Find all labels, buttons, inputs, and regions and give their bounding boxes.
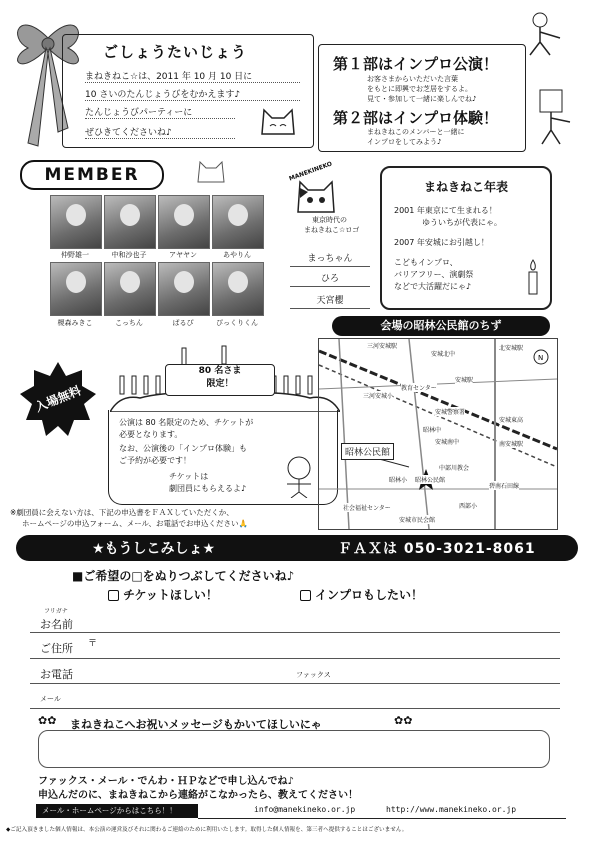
free-entry-text: 入場無料	[33, 383, 84, 415]
map-label: 南安城駅	[499, 441, 524, 448]
member-name: アヤヤン	[169, 251, 197, 259]
cake-illustration	[110, 340, 340, 412]
member-name: ぱるぴ	[172, 319, 194, 327]
member-title	[20, 160, 164, 190]
map-label: 昭林公民館	[415, 477, 446, 484]
member-photo	[212, 195, 264, 249]
part2-text: まねきねこのメンバーと一緒に	[367, 128, 465, 136]
footer-url-link[interactable]: http://www.manekineko.or.jp	[386, 805, 517, 814]
map-label: 北安城駅	[499, 345, 524, 352]
map-venue-label: 昭林公民館	[341, 443, 394, 460]
furigana-label: フリガナ	[44, 608, 68, 615]
cake-label	[165, 364, 275, 396]
map-label: 中部川教会	[439, 465, 470, 472]
improv-checkbox[interactable]	[300, 590, 311, 601]
closing-line: ファックス・メール・でんわ・ＨＰなどで申し込んでね♪	[38, 776, 294, 787]
history-line: 2007 年安城にお引越し！	[394, 238, 489, 247]
flower-icon: ✿✿	[394, 714, 413, 727]
address-label: ご住所	[40, 642, 73, 655]
map-label: 安城警察署	[435, 409, 466, 416]
history-title: まねきねこ年表	[423, 180, 508, 194]
footer-label: メール・ホームページからはこちら！！	[42, 806, 177, 815]
form-instruction: ■ご希望の□をぬりつぶしてくださいね♪	[72, 569, 295, 583]
member-photo	[158, 195, 210, 249]
phone-field[interactable]	[30, 683, 560, 684]
improv-option[interactable]	[300, 586, 423, 603]
member-photo	[212, 262, 264, 316]
extra-member-name: まっちゃん	[290, 251, 370, 267]
ticket-option-label: チケットほしい！	[123, 588, 218, 602]
notice-line: チケットは	[169, 472, 209, 481]
map-box	[318, 338, 558, 530]
map-label: 安城東高	[499, 417, 524, 424]
privacy-note: ◆ご記入頂きました個人情報は、本公演の運営及びそれに関わるご連絡のために利用いたします。取得した個人情報を、第三者へ提供することはございません。	[6, 827, 408, 833]
flower-icon: ✿✿	[38, 714, 57, 727]
invitation-line: 10 さいのたんじょうびをむかえます♪	[85, 87, 300, 101]
footnote-line: ※劇団員に会えない方は、下記の申込書をＦＡＸしていただくか、	[10, 508, 234, 517]
candle-icon	[526, 258, 540, 300]
address-field[interactable]	[30, 658, 560, 659]
svg-text:N: N	[538, 354, 544, 362]
footnote-line: ホームページの申込フォーム、メール、お電話でお申込ください🙏	[22, 519, 248, 528]
part1-text: 見て・参加して一緒に楽しんでね♪	[367, 95, 477, 103]
map-title: 会場の昭林公民館のちず	[332, 316, 550, 336]
mail-field[interactable]	[30, 708, 560, 709]
free-entry-badge	[18, 360, 98, 440]
member-photo	[104, 195, 156, 249]
map-label: 西部小	[459, 503, 478, 510]
logo-text: MANEKINEKO	[288, 160, 334, 183]
form-banner	[16, 535, 578, 561]
part1-text: をもとに即興でお芝居をするよ。	[367, 85, 472, 93]
notice-line: ご予約が必要です！	[119, 456, 191, 465]
ticket-option[interactable]	[108, 586, 218, 603]
invitation-line: たんじょうびパーティーに	[85, 105, 235, 119]
map-label: 安城北中	[431, 351, 456, 358]
message-title: まねきねこへお祝いメッセージもかいてほしいにゃ	[70, 718, 322, 731]
member-name: ぴっくりくん	[216, 319, 258, 327]
member-photo	[158, 262, 210, 316]
improv-option-label: インプロもしたい！	[315, 588, 424, 602]
closing-line: 申込んだのに、まねきねこから連絡がこなかったら、教えてください！	[38, 790, 358, 801]
part1-text: お客さまからいただいた言葉	[367, 75, 458, 83]
history-line: バリアフリー、演劇祭	[394, 270, 474, 279]
history-box	[380, 166, 552, 310]
map-label: 社会福祉センター	[343, 505, 391, 512]
mail-label: メール	[40, 695, 61, 703]
manekineko-logo-icon	[294, 178, 338, 220]
member-name: あやりん	[223, 251, 251, 259]
map-label: 安城南中	[435, 439, 460, 446]
form-banner-right: ＦＡＸは 050-3021-8061	[338, 541, 536, 557]
member-name: 榎森みきこ	[57, 319, 93, 327]
notice-line: 公演は 80 名限定のため、チケットが	[119, 418, 254, 427]
part1-title: 第１部はインプロ公演！	[333, 55, 499, 73]
name-label: お名前	[40, 618, 73, 631]
part2-title: 第２部はインプロ体験！	[333, 109, 499, 127]
map-label: 安城市民会館	[399, 517, 436, 524]
footer-bar	[36, 804, 198, 818]
notice-line: 必要となります。	[119, 430, 183, 439]
history-line: こどもインプロ、	[394, 258, 458, 267]
stick-figure-icon	[520, 10, 580, 64]
member-photo	[50, 262, 102, 316]
cake-label-line: 80 名さま	[198, 366, 242, 376]
extra-member-name: ひろ	[290, 271, 370, 287]
history-line: ゆういちが代表にゃ。	[422, 218, 502, 227]
map-label: 碧南石田線	[489, 483, 520, 490]
program-box	[318, 44, 526, 152]
member-name: 中和沙也子	[111, 251, 147, 259]
invitation-line: まねきねこ☆は、2011 年 10 月 10 日に	[85, 69, 300, 83]
cat-character-icon	[279, 454, 319, 502]
member-photo	[50, 195, 102, 249]
map-label: 昭林小	[389, 477, 408, 484]
footer-contact	[198, 804, 566, 819]
form-banner-left: ★もうしこみしょ★	[92, 541, 216, 557]
map-label: 昭林中	[423, 427, 442, 434]
name-field[interactable]	[30, 632, 560, 633]
map-label: 教育センター	[401, 385, 437, 392]
ticket-checkbox[interactable]	[108, 590, 119, 601]
postal-mark: 〒	[88, 639, 98, 649]
member-photo	[104, 262, 156, 316]
logo-caption: 東京時代の	[312, 216, 347, 224]
cake-label-line: 限定！	[206, 379, 234, 389]
message-field[interactable]	[38, 730, 550, 768]
notice-line: 劇団員にもらえるよ♪	[169, 484, 247, 493]
fax-label: ファックス	[296, 671, 331, 679]
member-name: こっちん	[115, 319, 143, 327]
extra-member-name: 天宮櫻	[290, 293, 370, 309]
history-line: などで大活躍だにゃ♪	[394, 282, 471, 291]
map-label: 三河安城駅	[367, 343, 398, 350]
stick-figure-icon	[530, 88, 580, 152]
logo-caption: まねきねこ☆ロゴ	[304, 226, 360, 234]
cat-face-icon	[258, 104, 298, 144]
member-name: 仲野雄一	[61, 251, 89, 259]
invitation-line: ぜひきてくださいね♪	[85, 125, 235, 139]
phone-label: お電話	[40, 668, 73, 681]
map-label: 三河安城小	[363, 393, 394, 400]
map-label: 安城駅	[455, 377, 474, 384]
part2-text: インプロをしてみよう♪	[367, 138, 442, 146]
invitation-title: ごしょうたいじょう	[103, 43, 248, 61]
history-line: 2001 年東京にて生まれる！	[394, 206, 497, 215]
footer-email-link[interactable]: info@manekineko.or.jp	[254, 805, 356, 814]
notice-line: なお、公演後の「インプロ体験」も	[119, 444, 247, 453]
entry-notice-box	[108, 410, 338, 505]
member-title-text: MEMBER	[44, 165, 140, 185]
cat-face-icon	[196, 160, 226, 190]
